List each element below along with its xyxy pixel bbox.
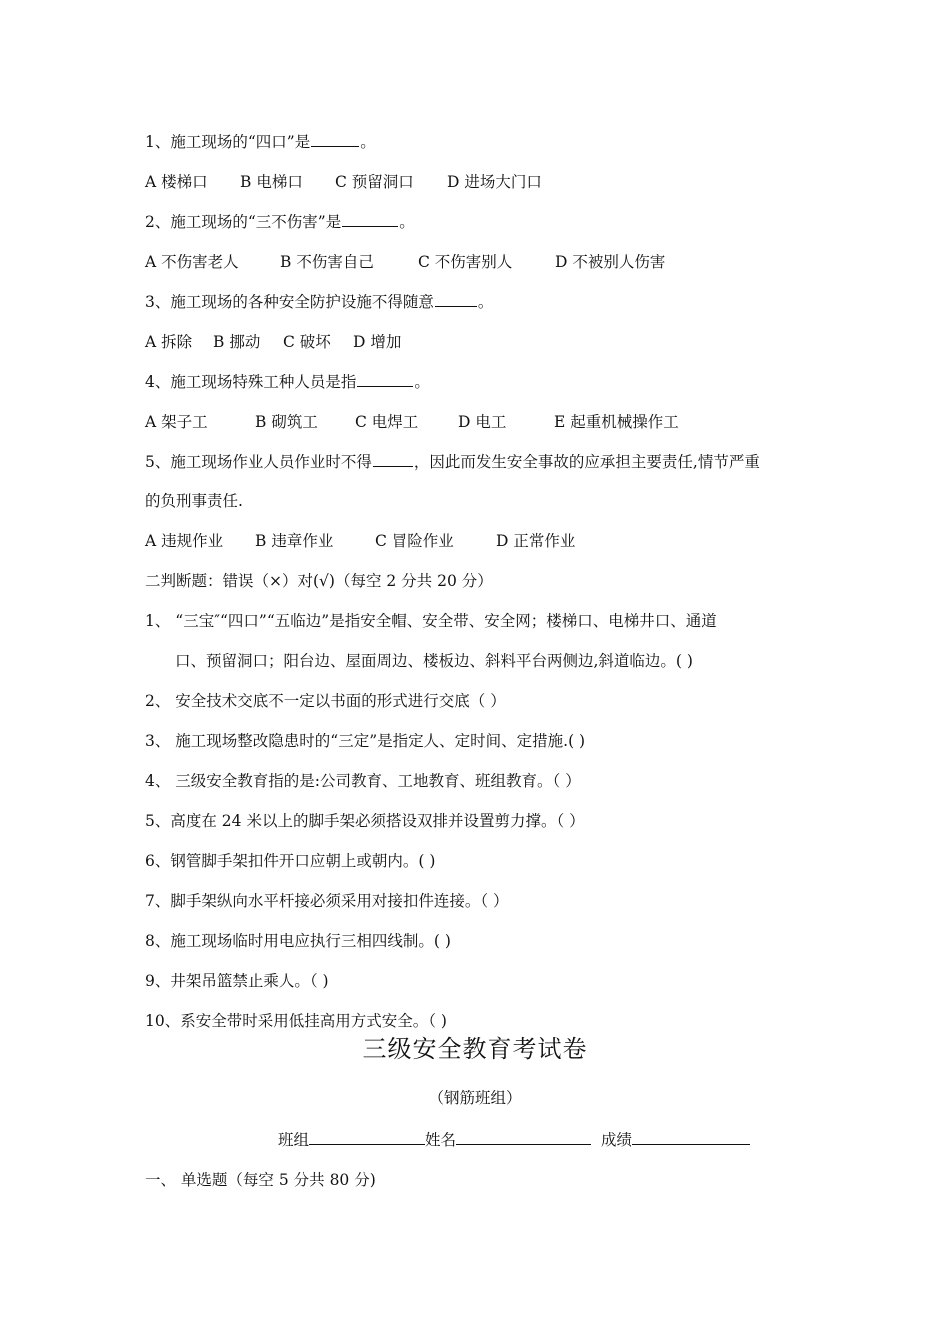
question-2: 2、施工现场的“三不伤害”是 。 — [145, 213, 415, 231]
name-label: 姓名 — [425, 1131, 457, 1149]
exam-subtitle: （钢筋班组） — [428, 1089, 522, 1107]
section-1-heading: 一、 单选题（每空 5 分共 80 分) — [145, 1171, 376, 1189]
question-4-options — [145, 412, 679, 432]
option: B 电梯口 — [240, 173, 303, 191]
answer-blank — [357, 372, 413, 387]
option: C 破坏 — [283, 333, 331, 351]
option: B 挪动 — [213, 333, 261, 351]
option: A 不伤害老人 — [145, 253, 239, 271]
answer-blank — [435, 292, 477, 307]
option: B 砌筑工 — [255, 413, 318, 431]
question-5-options — [145, 531, 575, 551]
judgement-item-9: 9、井架吊篮禁止乘人。（ ) — [145, 972, 329, 990]
option: C 不伤害别人 — [418, 253, 513, 271]
judgement-item-3: 3、 施工现场整改隐患时的“三定”是指定人、定时间、定措施.( ) — [145, 732, 586, 750]
class-label: 班组 — [278, 1131, 310, 1149]
option: A 架子工 — [145, 413, 208, 431]
question-4: 4、施工现场特殊工种人员是指 。 — [145, 373, 430, 391]
score-field[interactable] — [632, 1129, 750, 1145]
question-5-continuation: 的负刑事责任. — [145, 492, 243, 510]
judgement-item-4: 4、 三级安全教育指的是:公司教育、工地教育、班组教育。（ ） — [145, 772, 581, 790]
exam-title: 三级安全教育考试卷 — [362, 1035, 588, 1063]
question-1-options — [145, 172, 542, 192]
option: D 增加 — [353, 333, 402, 351]
option: C 冒险作业 — [375, 532, 454, 550]
option: C 电焊工 — [355, 413, 419, 431]
judgement-item-10: 10、系安全带时采用低挂高用方式安全。（ ) — [145, 1012, 447, 1030]
section-2-heading: 二判断题：错误（×）对(√)（每空 2 分共 20 分） — [145, 572, 493, 590]
score-label: 成绩 — [601, 1131, 633, 1149]
judgement-item-1-continuation: 口、预留洞口；阳台边、屋面周边、楼板边、斜料平台两侧边,斜道临边。( ) — [175, 652, 693, 670]
answer-blank — [373, 452, 413, 467]
option: C 预留洞口 — [335, 173, 414, 191]
option: B 违章作业 — [255, 532, 334, 550]
question-3-options — [145, 332, 401, 352]
class-field[interactable] — [309, 1129, 425, 1145]
judgement-item-8: 8、施工现场临时用电应执行三相四线制。( ) — [145, 932, 451, 950]
option: D 进场大门口 — [447, 173, 542, 191]
option: A 拆除 — [145, 333, 193, 351]
answer-blank — [342, 212, 398, 227]
option: D 正常作业 — [496, 532, 576, 550]
question-1: 1、施工现场的“四口”是 。 — [145, 133, 376, 151]
question-2-options — [145, 252, 665, 272]
judgement-item-5: 5、高度在 24 米以上的脚手架必须搭设双排并设置剪力撑。（ ） — [145, 812, 585, 830]
judgement-item-7: 7、脚手架纵向水平杆接必须采用对接扣件连接。（ ） — [145, 892, 509, 910]
option: B 不伤害自己 — [280, 253, 374, 271]
question-5: 5、施工现场作业人员作业时不得 ，因此而发生安全事故的应承担主要责任,情节严重 — [145, 453, 760, 471]
answer-blank — [311, 132, 359, 147]
judgement-item-1: 1、 “三宝″“四口”“五临边”是指安全帽、安全带、安全网；楼梯口、电梯井口、通道 — [145, 612, 717, 630]
judgement-item-6: 6、钢管脚手架扣件开口应朝上或朝内。( ) — [145, 852, 436, 870]
option: A 楼梯口 — [145, 173, 208, 191]
option: D 电工 — [458, 413, 507, 431]
question-3: 3、施工现场的各种安全防护设施不得随意 。 — [145, 293, 494, 311]
name-field[interactable] — [456, 1129, 591, 1145]
student-info-fields — [278, 1129, 750, 1150]
option: D 不被别人伤害 — [555, 253, 666, 271]
option: E 起重机械操作工 — [554, 413, 679, 431]
option: A 违规作业 — [145, 532, 224, 550]
judgement-item-2: 2、 安全技术交底不一定以书面的形式进行交底（ ） — [145, 692, 506, 710]
